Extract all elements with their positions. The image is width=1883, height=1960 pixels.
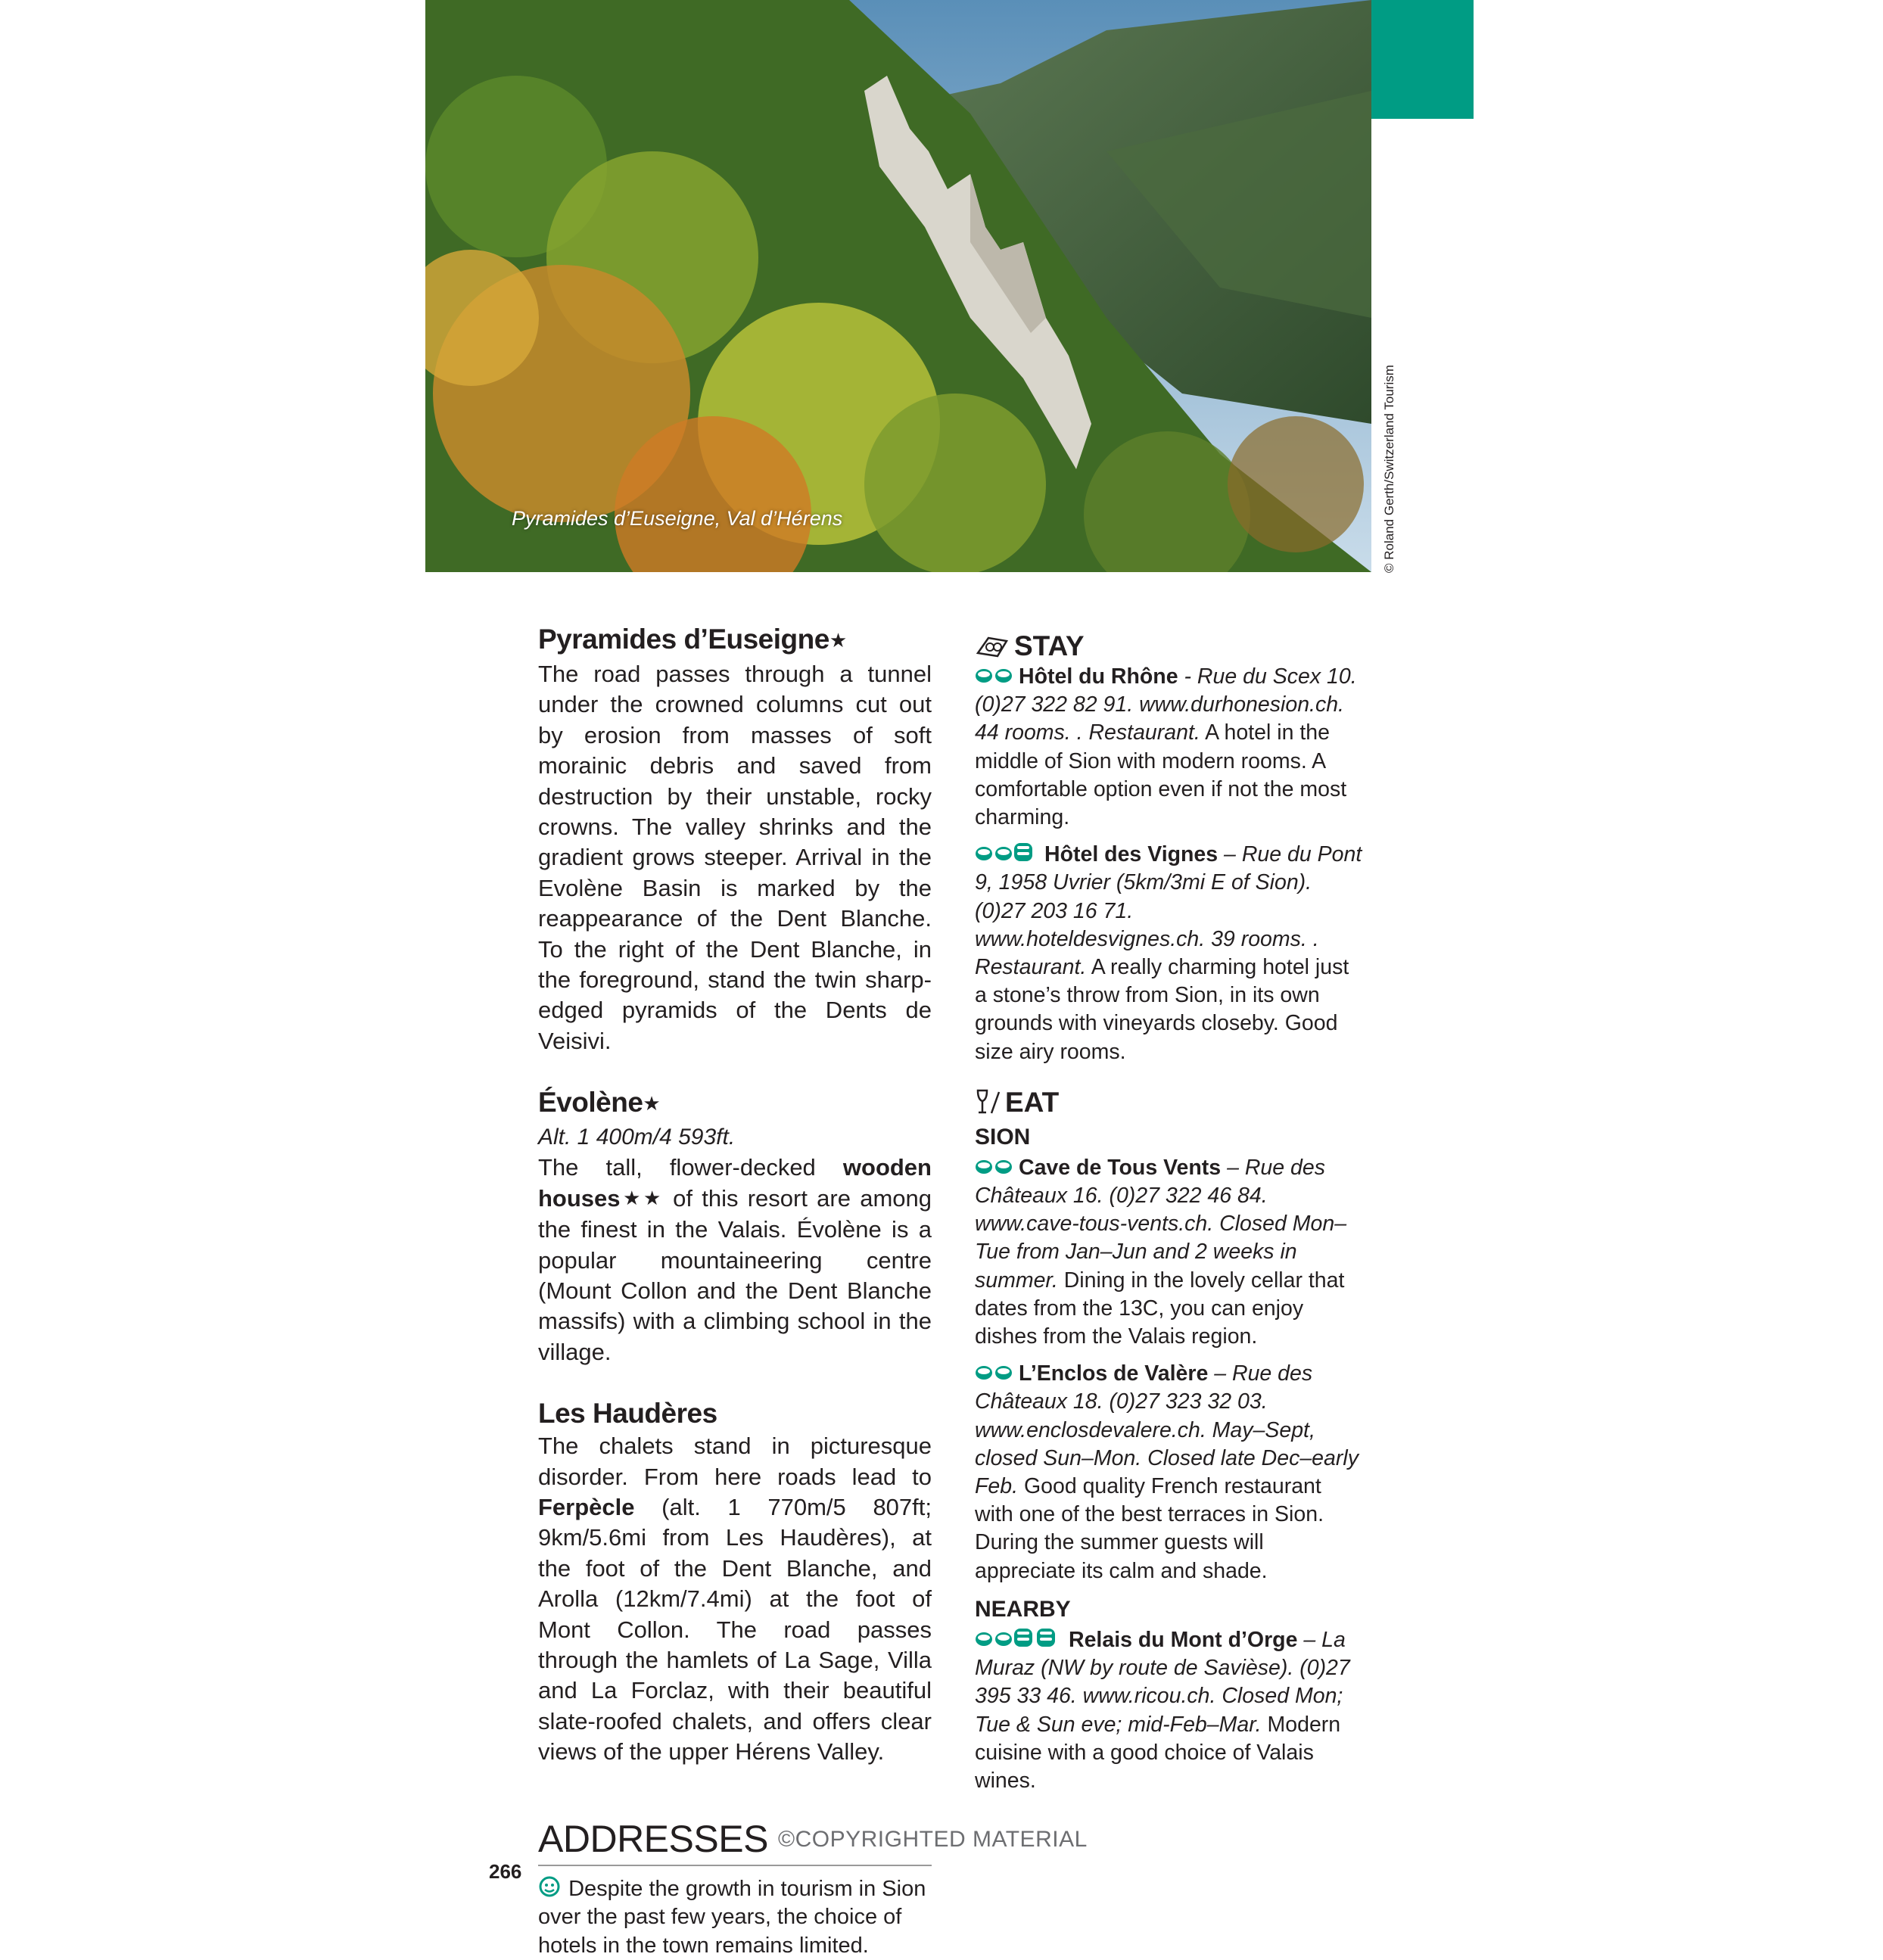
- price-2-coins-icon: [975, 1364, 1016, 1382]
- tip-icon: [538, 1875, 562, 1898]
- stay-entry-rhone: Hôtel du Rhône - Rue du Scex 10. (0)27 322 82 91. www.durhonesion.ch. 44 rooms. . Restaurant. A hotel in the middle of Sion with modern rooms. A comfortable option even if not the most charming.: [975, 664, 1357, 830]
- price-4-coins-icon: [975, 1627, 1066, 1648]
- bed-icon: [975, 633, 1010, 659]
- eat-entry-enclos: L’Enclos de Valère – Rue des Châteaux 18. (0)27 323 32 03. www.enclosdevalere.ch. May–Sept, closed Sun–Mon. Closed late Dec–early Feb. Good quality French restaurant with one of the best terraces in Sion. During the summer guests will appreciate its calm and shade.: [975, 1361, 1359, 1583]
- section-title-euseigne: Pyramides d’Euseigne★: [538, 624, 847, 655]
- right-column: [975, 630, 1365, 1804]
- hero-photo: [425, 0, 1371, 572]
- eat-entry-relais: Relais du Mont d’Orge – La Muraz (NW by route de Savièse). (0)27 395 33 46. www.ricou.ch. Closed Mon; Tue & Sun eve; mid-Feb–Mar. Modern cuisine with a good choice of Valais wines.: [975, 1627, 1350, 1793]
- section-body-hauderes: The chalets stand in picturesque disorder. From here roads lead to Ferpècle (alt. 1 770m/5 807ft; 9km/5.6mi from Les Haudères), at the foot of the Dent Blanche, and Arolla (12km/7.4mi) at the foot of Mont Collon. The road passes through the hamlets of La Sage, Villa and La Forclaz, with their beautiful slate-roofed chalets, and offers clear views of the upper Hérens Valley.: [538, 1433, 932, 1766]
- stay-entry-vignes: Hôtel des Vignes – Rue du Pont 9, 1958 Uvrier (5km/3mi E of Sion). (0)27 203 16 71. www.hoteldesvignes.ch. 39 rooms. . Restaurant. A really charming hotel just a stone’s throw from Sion, in its own grounds with vineyards closeby. Good size airy rooms.: [975, 842, 1362, 1064]
- copyright-notice: ©COPYRIGHTED MATERIAL: [778, 1827, 1088, 1852]
- eat-entry-tous-vents: Cave de Tous Vents – Rue des Châteaux 16. (0)27 322 46 84. www.cave-tous-vents.ch. Closed Mon–Tue from Jan–Jun and 2 weeks in summer. Dining in the lovely cellar that dates from the 13C, you can enjoy dishes from the Valais region.: [975, 1155, 1347, 1349]
- wine-glass-icon: [975, 1089, 1001, 1116]
- altitude-note: Alt. 1 400m/4 593ft.: [538, 1125, 736, 1150]
- price-2-coins-icon: [975, 1158, 1016, 1176]
- landscape-photo: [425, 0, 1371, 572]
- price-2-coins-icon: [975, 667, 1016, 685]
- section-title-hauderes: Les Haudères: [538, 1398, 717, 1430]
- section-body-evolene: The tall, flower-decked wooden houses★★ of this resort are among the finest in the Valais. Évolène is a popular mountaineering centre (Mount Collon and the Dent Blanche massifs) with a climbing school in the village.: [538, 1154, 932, 1365]
- section-title-evolene: Évolène★: [538, 1087, 661, 1118]
- star-rating-icon: ★★: [620, 1186, 664, 1209]
- photo-credit: © Roland Gerth/Switzerland Tourism: [1382, 365, 1396, 573]
- addresses-title: ADDRESSES: [538, 1816, 932, 1866]
- price-3-coins-icon: [975, 842, 1041, 863]
- photo-caption: Pyramides d’Euseigne, Val d’Hérens: [512, 507, 843, 530]
- page-number: 266: [489, 1860, 522, 1883]
- area-heading-nearby: NEARBY: [975, 1596, 1071, 1622]
- addresses-note: Despite the growth in tourism in Sion over the past few years, the choice of hotels in the town remains limited.: [538, 1876, 926, 1958]
- left-column: [538, 622, 932, 1960]
- stay-heading: STAY: [975, 630, 1365, 663]
- star-rating-icon: ★: [829, 629, 847, 652]
- area-heading-sion: SION: [975, 1124, 1031, 1150]
- eat-heading: EAT: [975, 1086, 1365, 1119]
- section-body-euseigne: The road passes through a tunnel under the crowned columns cut out by erosion from masses of soft morainic debris and saved from destruction by their unstable, rocky crowns. The valley shrinks and the gradient grows steeper. Arrival in the Evolène Basin is marked by the reappearance of the Dent Blanche. To the right of the Dent Blanche, in the foreground, stand the twin sharp-edged pyramids of the Dents de Veisivi.: [538, 661, 932, 1054]
- chapter-tab: [1371, 0, 1474, 119]
- star-rating-icon: ★: [643, 1092, 661, 1115]
